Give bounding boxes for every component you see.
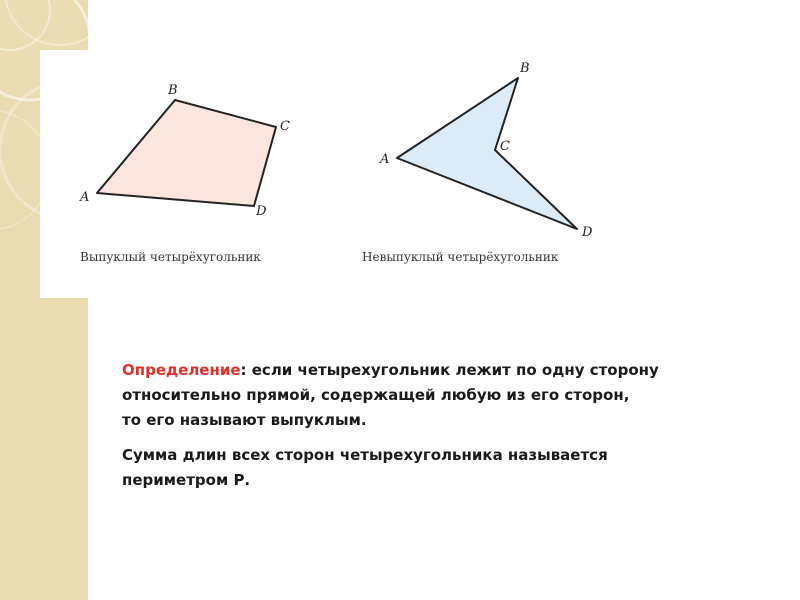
nonconvex-quadrilateral: [397, 78, 577, 229]
figure-panel: [40, 50, 620, 298]
convex-caption: Выпуклый четырёхугольник: [80, 250, 261, 264]
nonconvex-caption: Невыпуклый четырёхугольник: [362, 250, 559, 264]
quadrilateral-figure: [40, 50, 620, 298]
definition-text-block: [122, 358, 782, 493]
perimeter-line-1: Сумма длин всех сторон четырехугольника называется: [122, 446, 608, 464]
definition-colon: :: [240, 361, 247, 379]
perimeter-paragraph: [122, 443, 782, 493]
definition-paragraph: [122, 358, 782, 433]
definition-term: Определение: [122, 361, 241, 379]
nonconvex-vertex-b: B: [520, 61, 530, 76]
nonconvex-vertex-a: A: [380, 152, 390, 167]
perimeter-line-2: периметром Р.: [122, 471, 251, 489]
definition-line-2: относительно прямой, содержащей любую из его сторон,: [122, 386, 630, 404]
convex-quadrilateral: [97, 100, 276, 206]
definition-line-1: если четырехугольник лежит по одну сторону: [246, 361, 659, 379]
convex-vertex-c: C: [280, 119, 290, 134]
convex-vertex-d: D: [256, 204, 267, 219]
definition-line-3: то его называют выпуклым.: [122, 411, 367, 429]
convex-vertex-b: B: [168, 83, 178, 98]
convex-vertex-a: A: [80, 190, 90, 205]
nonconvex-vertex-d: D: [582, 225, 593, 240]
nonconvex-vertex-c: C: [500, 139, 510, 154]
